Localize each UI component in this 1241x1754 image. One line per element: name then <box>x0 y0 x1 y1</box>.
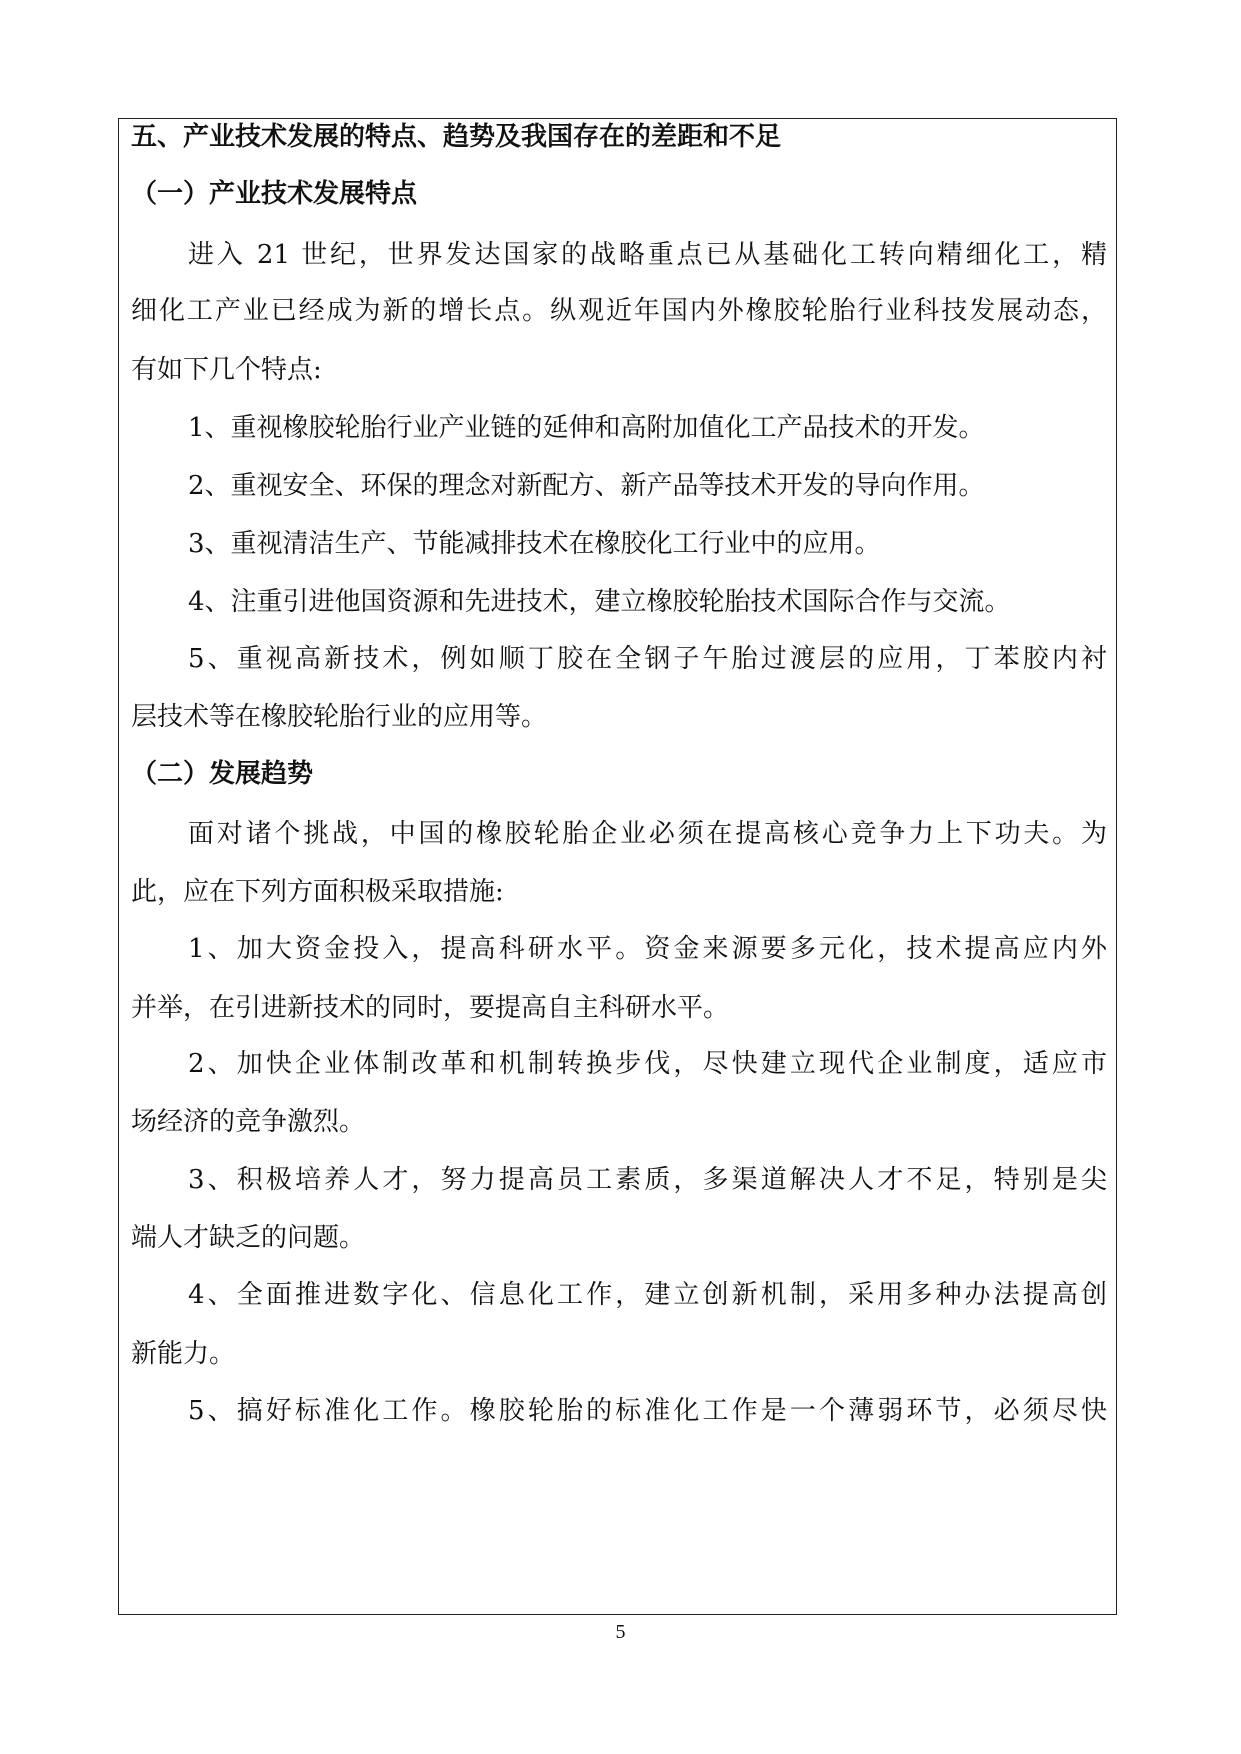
feature-item-3: 3、重视清洁生产、节能减排技术在橡胶化工行业中的应用。 <box>188 529 881 559</box>
measure-item-2-line-1: 2、加快企业体制改革和机制转换步伐，尽快建立现代企业制度，适应市 <box>188 1049 1107 1079</box>
intro-line-1: 进入 21 世纪，世界发达国家的战略重点已从基础化工转向精细化工，精 <box>188 240 1107 270</box>
trend-intro-line-2: 此，应在下列方面积极采取措施: <box>131 877 504 907</box>
measure-item-3-line-1: 3、积极培养人才，努力提高员工素质，多渠道解决人才不足，特别是尖 <box>188 1165 1107 1195</box>
measure-item-4-line-1: 4、全面推进数字化、信息化工作，建立创新机制，采用多种办法提高创 <box>188 1280 1107 1310</box>
subsection-title-features: （一）产业技术发展特点 <box>131 179 418 209</box>
feature-item-5-line-2: 层技术等在橡胶轮胎行业的应用等。 <box>131 702 548 732</box>
measure-item-2-line-2: 场经济的竞争激烈。 <box>131 1107 366 1137</box>
page-number: 5 <box>615 1621 626 1643</box>
intro-line-2: 细化工产业已经成为新的增长点。纵观近年国内外橡胶轮胎行业科技发展动态， <box>131 296 1107 326</box>
feature-item-1: 1、重视橡胶轮胎行业产业链的延伸和高附加值化工产品技术的开发。 <box>188 413 985 443</box>
trend-intro-line-1: 面对诸个挑战，中国的橡胶轮胎企业必须在提高核心竞争力上下功夫。为 <box>188 819 1107 849</box>
content-frame <box>118 118 1117 1615</box>
measure-item-1-line-2: 并举，在引进新技术的同时，要提高自主科研水平。 <box>131 993 730 1023</box>
section-title: 五、产业技术发展的特点、趋势及我国存在的差距和不足 <box>131 122 782 152</box>
measure-item-3-line-2: 端人才缺乏的问题。 <box>131 1223 366 1253</box>
subsection-title-trends: （二）发展趋势 <box>131 759 314 789</box>
feature-item-2: 2、重视安全、环保的理念对新配方、新产品等技术开发的导向作用。 <box>188 471 985 501</box>
feature-item-4: 4、注重引进他国资源和先进技术，建立橡胶轮胎技术国际合作与交流。 <box>188 587 1011 617</box>
measure-item-1-line-1: 1、加大资金投入，提高科研水平。资金来源要多元化，技术提高应内外 <box>188 934 1107 964</box>
feature-item-5-line-1: 5、重视高新技术，例如顺丁胶在全钢子午胎过渡层的应用，丁苯胶内衬 <box>188 644 1107 674</box>
measure-item-4-line-2: 新能力。 <box>131 1339 236 1369</box>
intro-line-3: 有如下几个特点: <box>131 355 322 385</box>
measure-item-5-line-1: 5、搞好标准化工作。橡胶轮胎的标准化工作是一个薄弱环节，必须尽快 <box>188 1396 1107 1426</box>
